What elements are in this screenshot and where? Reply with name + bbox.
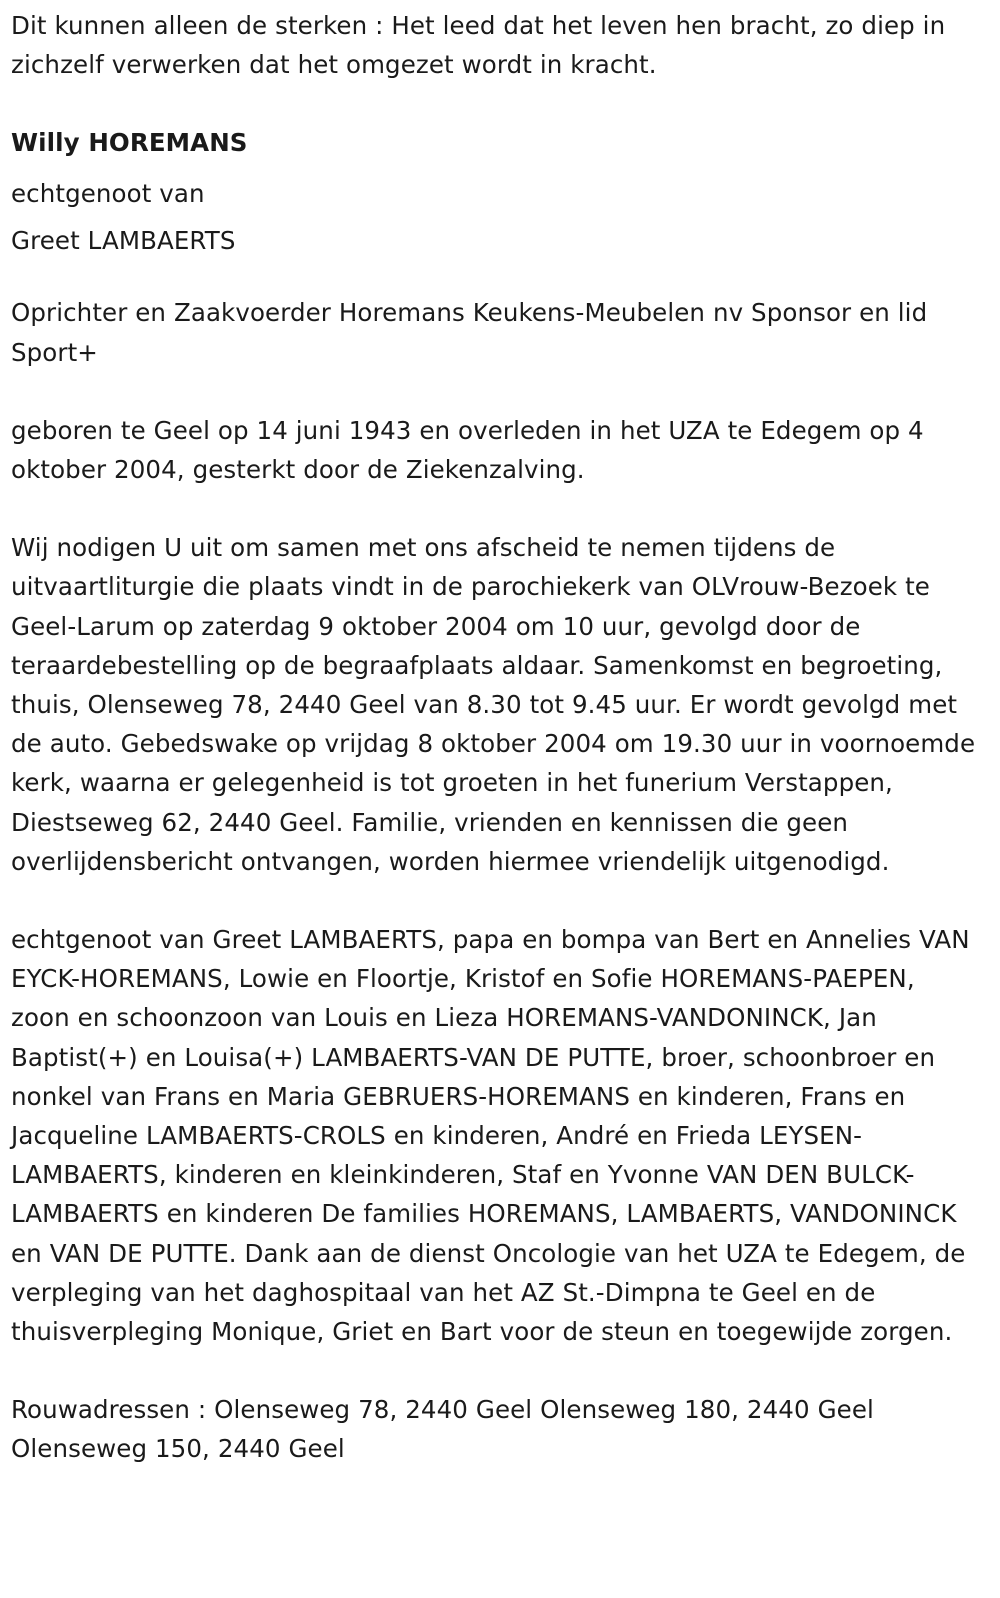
deceased-name: Willy HOREMANS <box>11 128 248 158</box>
occupation-text: Oprichter en Zaakvoerder Horemans Keukens-Meubelen nv Sponsor en lid Sport+ <box>11 298 928 367</box>
spouse-block <box>11 170 976 264</box>
birth-death-text: geboren te Geel op 14 juni 1943 en overleden in het UZA te Edegem op 4 oktober 2004, gesterkt door de Ziekenzalving. <box>11 415 924 485</box>
funeral-invitation: Wij nodigen U uit om samen met ons afscheid te nemen tijdens de uitvaartliturgie die plaats vindt in de parochiekerk van OLVrouw-Bezoek te Geel-Larum op zaterdag 9 oktober 2004 om 10 uur, gevolgd door de teraardebestelling op de begraafplaats aldaar. Samenkomst en begroeting, thuis, Olenseweg 78, 2440 Geel van 8.30 tot 9.45 uur. Er wordt gevolgd met de auto. Gebedswake op vrijdag 8 oktober 2004 om 19.30 uur in voornoemde kerk, waarna er gelegenheid is tot groeten in het funerium Verstappen, Diestseweg 62, 2440 Geel. Familie, vrienden en kennissen die geen overlijdensbericht ontvangen, worden hiermee vriendelijk uitgenodigd. <box>11 533 976 876</box>
family-listing: echtgenoot van Greet LAMBAERTS, papa en bompa van Bert en Annelies VAN EYCK-HOREMANS, Lowie en Floortje, Kristof en Sofie HOREMANS-PAEPEN, zoon en schoonzoon van Louis en Lieza HOREMANS-VANDONINCK, Jan Baptist(+) en Louisa(+) LAMBAERTS-VAN DE PUTTE, broer, schoonbroer en nonkel van Frans en Maria GEBRUERS-HOREMANS en kinderen, Frans en Jacqueline LAMBAERTS-CROLS en kinderen, André en Frieda LEYSEN-LAMBAERTS, kinderen en kleinkinderen, Staf en Yvonne VAN DEN BULCK-LAMBAERTS en kinderen De families HOREMANS, LAMBAERTS, VANDONINCK en VAN DE PUTTE. Dank aan de dienst Oncologie van het UZA te Edegem, de verpleging van het daghospitaal van het AZ St.-Dimpna te Geel en de thuisverpleging Monique, Griet en Bart voor de steun en toegewijde zorgen. <box>11 925 970 1347</box>
relation-label: echtgenoot van <box>11 179 205 209</box>
mourning-addresses: Rouwadressen : Olenseweg 78, 2440 Geel Olenseweg 180, 2440 Geel Olenseweg 150, 2440 Geel <box>11 1395 874 1464</box>
opening-quote: Dit kunnen alleen de sterken : Het leed dat het leven hen bracht, zo diep in zichzelf verwerken dat het omgezet wordt in kracht. <box>11 11 946 80</box>
spouse-name: Greet LAMBAERTS <box>11 226 236 256</box>
